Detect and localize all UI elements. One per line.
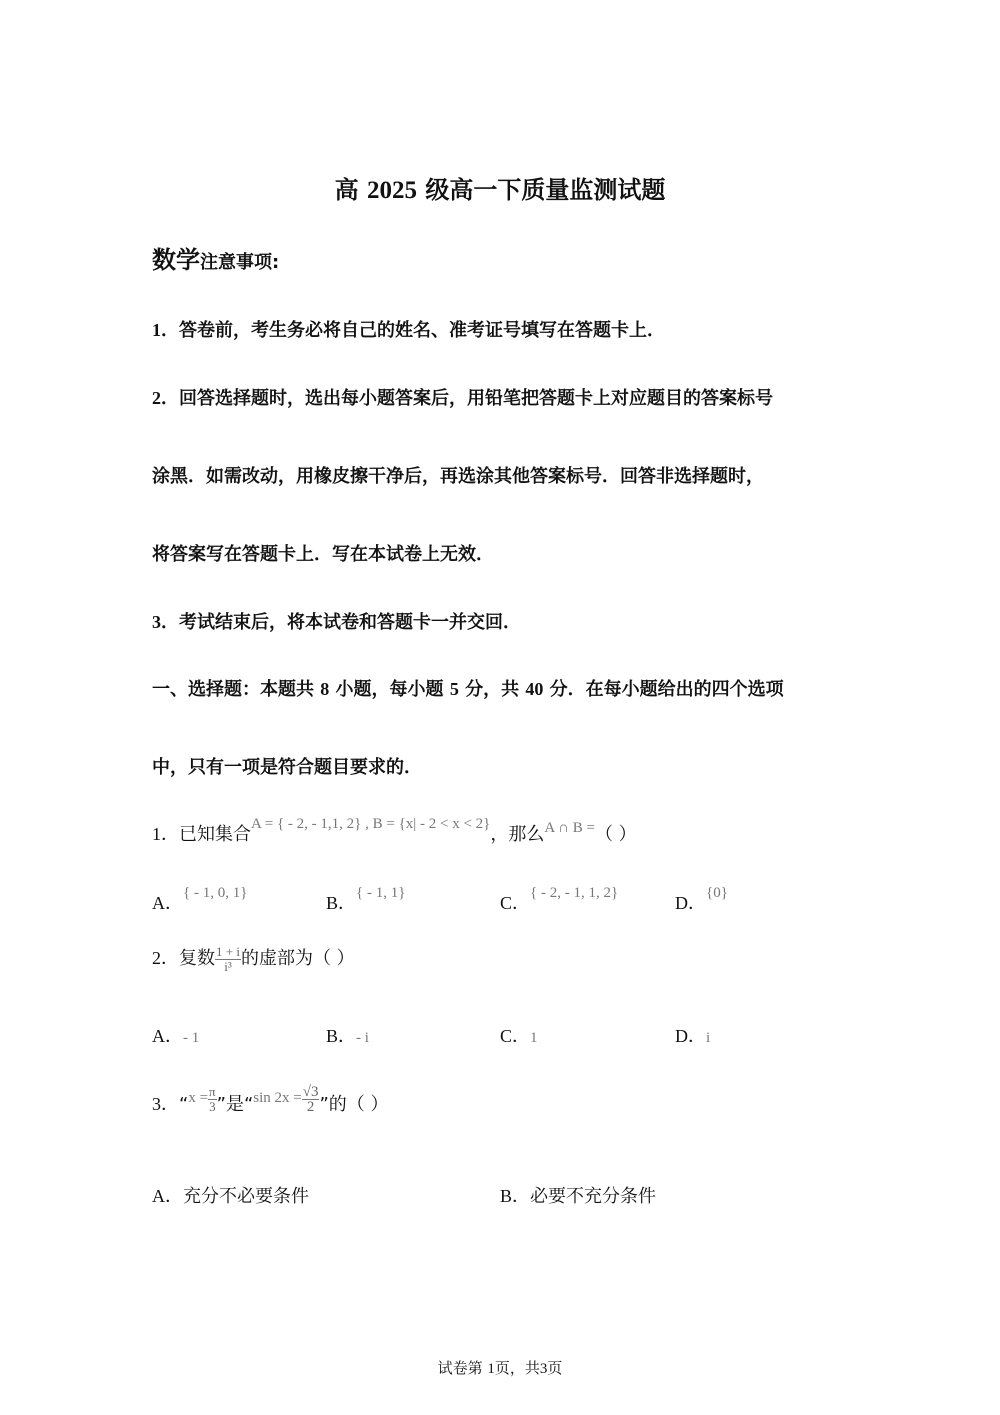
note-2-line-3: 将答案写在答题卡上．写在本试卷上无效． (152, 544, 494, 565)
q3-option-b[interactable]: B．必要不充分条件 (500, 1186, 657, 1207)
section-heading-line-1: 一、选择题：本题共 8 小题，每小题 5 分，共 40 分．在每小题给出的四个选项 (152, 679, 784, 700)
page-title (0, 170, 1000, 205)
note-1: 1．答卷前，考生务必将自己的姓名、准考证号填写在答题卡上． (152, 320, 665, 341)
fraction: $\frac{√3}{2}$ (302, 1083, 319, 1115)
title-year: 2025 (367, 177, 417, 204)
notice-label: 注意事项: (200, 252, 280, 273)
q2-option-a[interactable]: A．- 1 (152, 1026, 200, 1046)
section-heading-line-2: 中，只有一项是符合题目要求的． (152, 757, 422, 778)
question-number: 3． (152, 1094, 179, 1114)
q1-option-d[interactable]: D．$^{\{0\}}$ (675, 885, 728, 913)
question-3: 3．“$^{x =}$ $\frac{\pi}{3}$ ”是“$^{sin 2x =}$ $\frac{√3}{2}$ ”的（ ） (152, 1083, 389, 1115)
q1-option-b[interactable]: B．$^{\{ - 1, 1\}}$ (326, 885, 406, 913)
q3-option-a[interactable]: A．充分不必要条件 (152, 1186, 309, 1207)
fraction: $\frac{\pi}{3}$ (209, 1083, 216, 1114)
note-2-line-1: 2．回答选择题时，选出每小题答案后，用铅笔把答题卡上对应题目的答案标号 (152, 388, 773, 409)
formula-sets: A = { - 2, - 1,1, 2} , B = {x| - 2 < x < 2} (251, 816, 491, 832)
q2-option-b[interactable]: B．- i (326, 1026, 369, 1046)
title-prefix: 高 (334, 176, 367, 204)
q1-option-c[interactable]: C．$^{\{ - 2, - 1, 1, 2\}}$ (500, 885, 619, 913)
subject-header (152, 240, 279, 275)
fraction: $\frac{1 + i}{\text{i³}}$ (216, 943, 240, 974)
question-1: 1．已知集合$^{A = \{ - 2, - 1,1, 2\} , B = \{x| - 2 < x < 2\}}$，那么$^{A \cap B =}$（ ） (152, 816, 637, 845)
q2-option-d[interactable]: D．i (675, 1026, 711, 1046)
note-2-line-2: 涂黑．如需改动，用橡皮擦干净后，再选涂其他答案标号．回答非选择题时， (152, 466, 764, 487)
title-suffix: 级高一下质量监测试题 (417, 176, 666, 204)
q2-option-c[interactable]: C．1 (500, 1026, 538, 1046)
question-2: 2．复数 $\frac{1 + i}{\text{i³}}$ 的虚部为（ ） (152, 943, 355, 974)
page-footer: 试卷第 1页，共3页 (437, 1359, 563, 1377)
note-3: 3．考试结束后，将本试卷和答题卡一并交回． (152, 612, 521, 633)
q1-option-a[interactable]: A．$^{\{ - 1, 0, 1\}}$ (152, 885, 248, 913)
question-number: 1． (152, 824, 179, 844)
formula-intersection: A ∩ B = (544, 820, 595, 836)
question-number: 2． (152, 948, 179, 968)
subject-label: 数学 (152, 246, 200, 274)
